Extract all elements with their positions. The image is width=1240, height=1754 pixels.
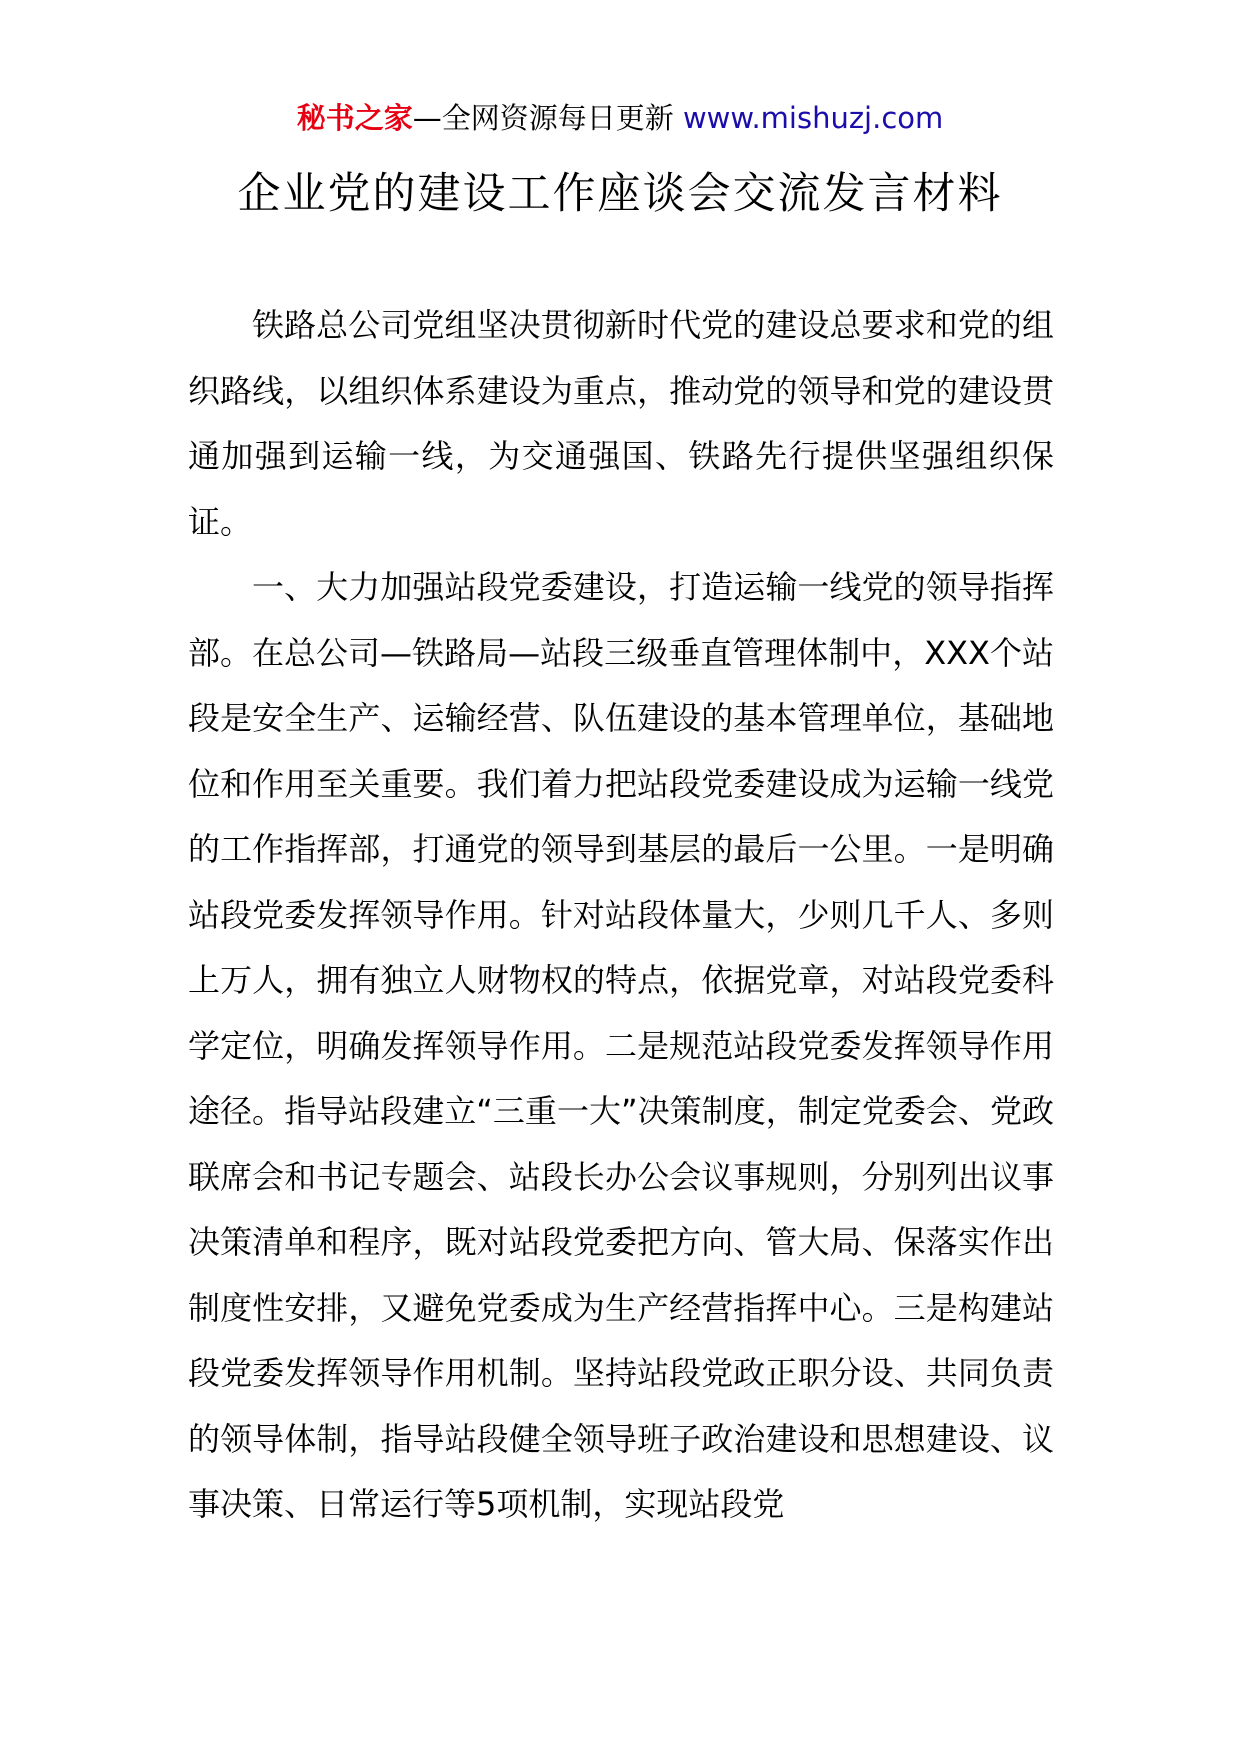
site-url-link[interactable]: www.mishuzj.com: [682, 101, 944, 135]
paragraph-section-one: 一、大力加强站段党委建设，打造运输一线党的领导指挥部。在总公司—铁路局—站段三级垂直管理体制中，XXX个站段是安全生产、运输经营、队伍建设的基本管理单位，基础地位和作用至关重要。我们着力把站段党委建设成为运输一线党的工作指挥部，打通党的领导到基层的最后一公里。一是明确站段党委发挥领导作用。针对站段体量大，少则几千人、多则上万人，拥有独立人财物权的特点，依据党章，对站段党委科学定位，明确发挥领导作用。二是规范站段党委发挥领导作用途径。指导站段建立“三重一大”决策制度，制定党委会、党政联席会和书记专题会、站段长办公会议事规则，分别列出议事决策清单和程序，既对站段党委把方向、管大局、保落实作出制度性安排，又避免党委成为生产经营指挥中心。三是构建站段党委发挥领导作用机制。坚持站段党政正职分设、共同负责的领导体制，指导站段健全领导班子政治建设和思想建设、议事决策、日常运行等5项机制，实现站段党: [188, 568, 1054, 1523]
site-header: [0, 98, 1240, 138]
document-body: [188, 293, 1054, 1538]
header-tagline: —全网资源每日更新: [412, 101, 674, 135]
document-title: 企业党的建设工作座谈会交流发言材料: [237, 169, 1003, 219]
brand-name: 秘书之家: [296, 101, 413, 135]
paragraph-intro: 铁路总公司党组坚决贯彻新时代党的建设总要求和党的组织路线，以组织体系建设为重点，推动党的领导和党的建设贯通加强到运输一线，为交通强国、铁路先行提供坚强组织保证。: [188, 306, 1054, 541]
